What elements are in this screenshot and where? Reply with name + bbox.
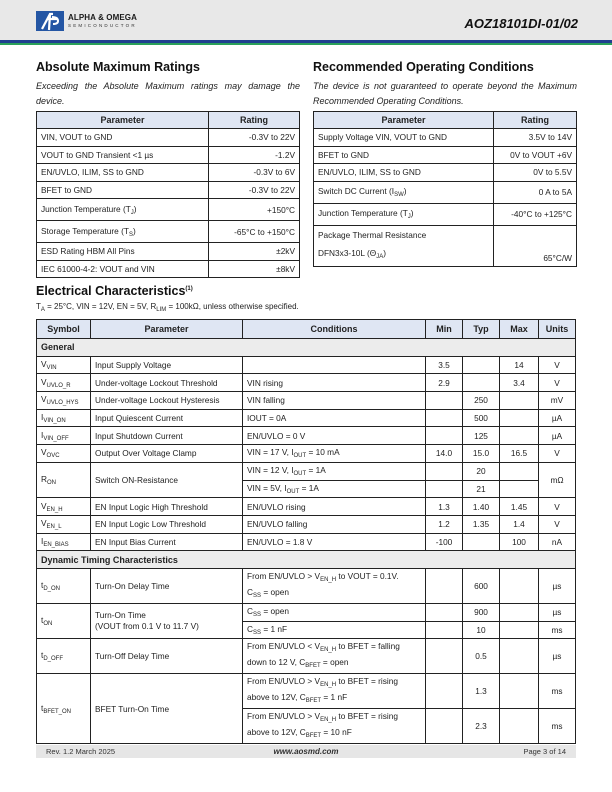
param-cell: Turn-On Time (VOUT from 0.1 V to 11.7 V) bbox=[91, 603, 243, 638]
max-cell bbox=[500, 674, 539, 709]
max-cell bbox=[500, 603, 539, 621]
param-cell: VOUT to GND Transient <1 µs bbox=[37, 146, 209, 164]
column-header-min: Min bbox=[426, 320, 463, 339]
cond-cell: From EN/UVLO > $V_{EN\_H}$ to BFET = rising above to 12V, $C_{BFET} = 1$ nF bbox=[243, 674, 426, 709]
column-header-typ: Typ bbox=[463, 320, 500, 339]
table-row bbox=[37, 199, 300, 221]
rating-cell: ±2kV bbox=[209, 243, 300, 261]
param-cell: Switch ON-Resistance bbox=[91, 462, 243, 497]
table-row bbox=[37, 392, 576, 410]
cond-cell: VIN = 5V, $I_{OUT} = 1A$ bbox=[243, 480, 426, 498]
min-cell bbox=[426, 568, 463, 603]
rating-cell: -40°C to +125°C bbox=[494, 203, 577, 225]
min-cell: 1.3 bbox=[426, 498, 463, 516]
unit-cell: V bbox=[539, 374, 576, 392]
company-subtitle: SEMICONDUCTOR bbox=[68, 22, 137, 28]
symbol-cell: $t_{BFET\_ON}$ bbox=[37, 674, 91, 744]
table-row bbox=[37, 260, 300, 278]
min-cell: 14.0 bbox=[426, 445, 463, 463]
cond-cell: EN/UVLO rising bbox=[243, 498, 426, 516]
cond-cell: EN/UVLO falling bbox=[243, 515, 426, 533]
param-cell: Under-voltage Lockout Threshold bbox=[91, 374, 243, 392]
param-cell: EN Input Bias Current bbox=[91, 533, 243, 551]
typ-cell: 2.3 bbox=[463, 709, 500, 744]
max-cell: 100 bbox=[500, 533, 539, 551]
typ-cell: 15.0 bbox=[463, 445, 500, 463]
rec-op-table bbox=[313, 111, 577, 267]
typ-cell: 10 bbox=[463, 621, 500, 639]
table-row bbox=[314, 181, 577, 203]
rec-op-title: Recommended Operating Conditions bbox=[313, 60, 534, 74]
symbol-cell: $R_{ON}$ bbox=[37, 462, 91, 497]
symbol-cell: $t_{D\_OFF}$ bbox=[37, 639, 91, 674]
rec-op-note: The device is not guaranteed to operate beyond the Maximum Recommended Operating Conditions. bbox=[313, 81, 577, 106]
company-name: ALPHA & OMEGA bbox=[68, 12, 138, 22]
cond-cell: $C_{SS}$ = open bbox=[243, 603, 426, 621]
typ-cell: 250 bbox=[463, 392, 500, 410]
rating-cell: -65°C to +150°C bbox=[209, 221, 300, 243]
table-row bbox=[37, 603, 576, 621]
table-row bbox=[37, 568, 576, 603]
max-cell bbox=[500, 392, 539, 410]
typ-cell: 500 bbox=[463, 409, 500, 427]
electrical-characteristics-table bbox=[36, 319, 576, 744]
unit-cell: V bbox=[539, 498, 576, 516]
column-header-parameter: Parameter bbox=[91, 320, 243, 339]
max-cell: 3.4 bbox=[500, 374, 539, 392]
typ-cell: 1.35 bbox=[463, 515, 500, 533]
unit-cell: nA bbox=[539, 533, 576, 551]
param-cell: BFET to GND bbox=[37, 181, 209, 199]
min-cell bbox=[426, 621, 463, 639]
rating-cell: 0V to VOUT +6V bbox=[494, 146, 577, 164]
cond-cell: $C_{SS} = 1$ nF bbox=[243, 621, 426, 639]
table-row bbox=[314, 129, 577, 147]
param-cell: Storage Temperature $(T_S)$ bbox=[37, 221, 209, 243]
unit-cell: V bbox=[539, 445, 576, 463]
param-cell: Input Quiescent Current bbox=[91, 409, 243, 427]
cond-cell: EN/UVLO = 0 V bbox=[243, 427, 426, 445]
unit-cell: µA bbox=[539, 409, 576, 427]
unit-cell: µs bbox=[539, 639, 576, 674]
cond-cell: IOUT = 0A bbox=[243, 409, 426, 427]
unit-cell: ms bbox=[539, 709, 576, 744]
max-cell bbox=[500, 480, 539, 498]
symbol-cell: $V_{VIN}$ bbox=[37, 356, 91, 374]
website-link[interactable]: www.aosmd.com bbox=[273, 747, 339, 756]
table-row bbox=[37, 181, 300, 199]
param-cell: EN/UVLO, ILIM, SS to GND bbox=[37, 164, 209, 182]
min-cell bbox=[426, 603, 463, 621]
symbol-cell: $V_{EN\_H}$ bbox=[37, 498, 91, 516]
rating-cell: ±8kV bbox=[209, 260, 300, 278]
rating-cell: +150°C bbox=[209, 199, 300, 221]
min-cell: 2.9 bbox=[426, 374, 463, 392]
param-cell: Turn-On Delay Time bbox=[91, 568, 243, 603]
param-cell: Switch DC Current $(I_{SW})$ bbox=[314, 181, 494, 203]
unit-cell: V bbox=[539, 515, 576, 533]
typ-cell: 125 bbox=[463, 427, 500, 445]
symbol-cell: $V_{OVC}$ bbox=[37, 445, 91, 463]
typ-cell bbox=[463, 374, 500, 392]
typ-cell bbox=[463, 533, 500, 551]
symbol-cell: $V_{UVLO\_HYS}$ bbox=[37, 392, 91, 410]
rating-cell: -0.3V to 22V bbox=[209, 181, 300, 199]
column-header-max: Max bbox=[500, 320, 539, 339]
company-logo bbox=[36, 10, 137, 32]
max-cell bbox=[500, 462, 539, 480]
rating-cell: 0V to 5.5V bbox=[494, 164, 577, 182]
table-row bbox=[37, 445, 576, 463]
param-cell: EN Input Logic High Threshold bbox=[91, 498, 243, 516]
min-cell: -100 bbox=[426, 533, 463, 551]
rating-cell: 3.5V to 14V bbox=[494, 129, 577, 147]
min-cell bbox=[426, 674, 463, 709]
param-cell: BFET Turn-On Time bbox=[91, 674, 243, 744]
max-cell bbox=[500, 427, 539, 445]
rating-cell: -0.3V to 22V bbox=[209, 129, 300, 147]
header-divider-green bbox=[0, 43, 612, 45]
typ-cell: 1.3 bbox=[463, 674, 500, 709]
typ-cell: 21 bbox=[463, 480, 500, 498]
rating-cell: 0 A to 5A bbox=[494, 181, 577, 203]
column-header-symbol: Symbol bbox=[37, 320, 91, 339]
cond-cell: From EN/UVLO > $V_{EN\_H}$ to VOUT = 0.1V. $C_{SS}$ = open bbox=[243, 568, 426, 603]
table-row bbox=[37, 356, 576, 374]
abs-max-table bbox=[36, 111, 300, 278]
table-row bbox=[37, 639, 576, 674]
cond-cell: VIN = 17 V, $I_{OUT} = 10$ mA bbox=[243, 445, 426, 463]
param-cell: Junction Temperature $(T_J)$ bbox=[37, 199, 209, 221]
param-cell: ESD Rating HBM All Pins bbox=[37, 243, 209, 261]
group-row-general bbox=[37, 339, 576, 357]
typ-cell bbox=[463, 356, 500, 374]
min-cell bbox=[426, 480, 463, 498]
param-cell: Input Shutdown Current bbox=[91, 427, 243, 445]
page-header bbox=[0, 0, 612, 40]
param-cell: Output Over Voltage Clamp bbox=[91, 445, 243, 463]
max-cell: 14 bbox=[500, 356, 539, 374]
cond-cell: VIN = 12 V, $I_{OUT} = 1A$ bbox=[243, 462, 426, 480]
column-header-conditions: Conditions bbox=[243, 320, 426, 339]
unit-cell: µs bbox=[539, 568, 576, 603]
column-header-rating: Rating bbox=[209, 112, 300, 129]
max-cell: 16.5 bbox=[500, 445, 539, 463]
max-cell bbox=[500, 409, 539, 427]
unit-cell: µA bbox=[539, 427, 576, 445]
group-label: Dynamic Timing Characteristics bbox=[37, 551, 576, 569]
min-cell bbox=[426, 409, 463, 427]
min-cell bbox=[426, 639, 463, 674]
table-row bbox=[37, 498, 576, 516]
group-row-dynamic-timing bbox=[37, 551, 576, 569]
param-cell: Turn-Off Delay Time bbox=[91, 639, 243, 674]
unit-cell: mΩ bbox=[539, 462, 576, 497]
table-row bbox=[37, 164, 300, 182]
rating-cell: -0.3V to 6V bbox=[209, 164, 300, 182]
table-row bbox=[37, 515, 576, 533]
param-cell: BFET to GND bbox=[314, 146, 494, 164]
param-cell: Supply Voltage VIN, VOUT to GND bbox=[314, 129, 494, 147]
param-cell: IEC 61000-4-2: VOUT and VIN bbox=[37, 260, 209, 278]
column-header-rating: Rating bbox=[494, 112, 577, 129]
document-title: AOZ18101DI-01/02 bbox=[464, 16, 578, 31]
symbol-cell: $V_{EN\_L}$ bbox=[37, 515, 91, 533]
min-cell: 3.5 bbox=[426, 356, 463, 374]
table-row bbox=[37, 374, 576, 392]
unit-cell: ms bbox=[539, 674, 576, 709]
typ-cell: 900 bbox=[463, 603, 500, 621]
symbol-cell: $I_{VIN\_ON}$ bbox=[37, 409, 91, 427]
abs-max-note: Exceeding the Absolute Maximum ratings may damage the device. bbox=[36, 81, 300, 106]
column-header-units: Units bbox=[539, 320, 576, 339]
symbol-cell: $V_{UVLO\_R}$ bbox=[37, 374, 91, 392]
max-cell bbox=[500, 709, 539, 744]
unit-cell: ms bbox=[539, 621, 576, 639]
min-cell bbox=[426, 462, 463, 480]
max-cell: 1.4 bbox=[500, 515, 539, 533]
min-cell: 1.2 bbox=[426, 515, 463, 533]
cond-cell: EN/UVLO = 1.8 V bbox=[243, 533, 426, 551]
cond-cell: From EN/UVLO > $V_{EN\_H}$ to BFET = rising above to 12V, $C_{BFET} = 10$ nF bbox=[243, 709, 426, 744]
column-header-parameter: Parameter bbox=[37, 112, 209, 129]
min-cell bbox=[426, 709, 463, 744]
elec-test-conditions: $T_A = 25^\circ C$, VIN = 12V, EN = 5V, $R_{LIM} = 100k\Omega$, unless otherwise specified. bbox=[36, 302, 299, 313]
table-row bbox=[314, 225, 577, 266]
max-cell bbox=[500, 568, 539, 603]
table-row bbox=[37, 462, 576, 480]
param-cell: Under-voltage Lockout Hysteresis bbox=[91, 392, 243, 410]
table-row bbox=[314, 203, 577, 225]
cond-cell: VIN falling bbox=[243, 392, 426, 410]
unit-cell: µs bbox=[539, 603, 576, 621]
param-cell: Package Thermal Resistance DFN3x3-10L $(\Theta_{JA})$ bbox=[314, 225, 494, 266]
table-row bbox=[37, 674, 576, 709]
symbol-cell: $I_{VIN\_OFF}$ bbox=[37, 427, 91, 445]
min-cell bbox=[426, 392, 463, 410]
table-row bbox=[314, 164, 577, 182]
cond-cell: From EN/UVLO < $V_{EN\_H}$ to BFET = falling down to 12 V, $C_{BFET}$ = open bbox=[243, 639, 426, 674]
unit-cell: V bbox=[539, 356, 576, 374]
param-cell: EN Input Logic Low Threshold bbox=[91, 515, 243, 533]
abs-max-title: Absolute Maximum Ratings bbox=[36, 60, 200, 74]
table-row bbox=[37, 221, 300, 243]
max-cell bbox=[500, 621, 539, 639]
param-cell: VIN, VOUT to GND bbox=[37, 129, 209, 147]
max-cell bbox=[500, 639, 539, 674]
page-footer bbox=[36, 745, 576, 758]
table-row bbox=[37, 427, 576, 445]
group-label: General bbox=[37, 339, 576, 357]
table-row bbox=[37, 129, 300, 147]
symbol-cell: $t_{D\_ON}$ bbox=[37, 568, 91, 603]
unit-cell: mV bbox=[539, 392, 576, 410]
symbol-cell: $I_{EN\_BIAS}$ bbox=[37, 533, 91, 551]
page-number: Page 3 of 14 bbox=[523, 747, 566, 756]
param-cell: Junction Temperature $(T_J)$ bbox=[314, 203, 494, 225]
column-header-parameter: Parameter bbox=[314, 112, 494, 129]
table-row bbox=[37, 146, 300, 164]
param-cell: Input Supply Voltage bbox=[91, 356, 243, 374]
min-cell bbox=[426, 427, 463, 445]
typ-cell: 1.40 bbox=[463, 498, 500, 516]
table-row bbox=[37, 533, 576, 551]
rating-cell: -1.2V bbox=[209, 146, 300, 164]
typ-cell: 20 bbox=[463, 462, 500, 480]
cond-cell: VIN rising bbox=[243, 374, 426, 392]
revision-label: Rev. 1.2 March 2025 bbox=[46, 747, 116, 756]
table-row bbox=[37, 243, 300, 261]
symbol-cell: $t_{ON}$ bbox=[37, 603, 91, 638]
rating-cell: 65°C/W bbox=[494, 225, 577, 266]
typ-cell: 600 bbox=[463, 568, 500, 603]
typ-cell: 0.5 bbox=[463, 639, 500, 674]
table-row bbox=[37, 409, 576, 427]
max-cell: 1.45 bbox=[500, 498, 539, 516]
alpha-omega-logo-icon bbox=[36, 11, 64, 31]
cond-cell bbox=[243, 356, 426, 374]
param-cell: EN/UVLO, ILIM, SS to GND bbox=[314, 164, 494, 182]
elec-title: Electrical Characteristics$^{(1)}$ bbox=[36, 284, 193, 298]
table-row bbox=[314, 146, 577, 164]
